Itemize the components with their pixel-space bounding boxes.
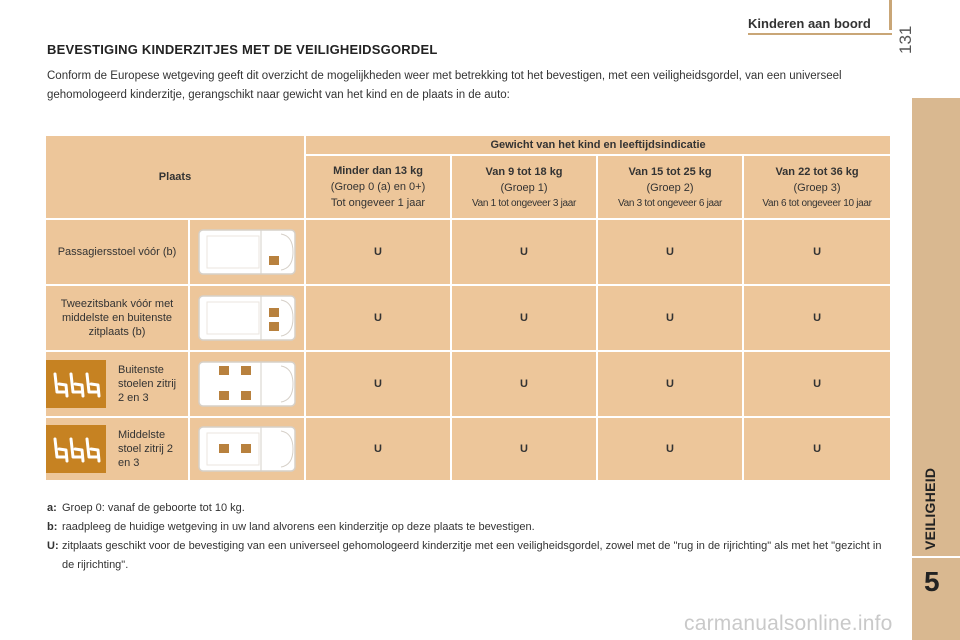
footnote-text: Groep 0: vanaf de geboorte tot 10 kg. [62, 502, 245, 514]
footnote-text: raadpleeg de huidige wetgeving in uw land alvorens een kinderzitje op deze plaats te bevestigen. [62, 521, 535, 533]
weight-title: Van 22 tot 36 kg [775, 165, 859, 178]
footnote-text: zitplaats geschikt voor de bevestiging van een universeel gehomologeerd kinderzitje met een veiligheidsgordel, zowel met de "rug in de rijrichting" als met het "gezicht in de rijrichting". [62, 540, 882, 571]
table-cell: U [451, 351, 597, 417]
seat-position-text: Tweezitsbank vóór met middelste en buitenste zitplaats (b) [60, 298, 174, 338]
footnote [47, 518, 887, 537]
table-cell: U [743, 219, 891, 285]
vehicle-diagram-cell [189, 351, 305, 417]
watermark: carmanualsonline.info [684, 612, 893, 635]
col-header-weight-group: Gewicht van het kind en leeftijdsindicatie [305, 135, 891, 155]
weight-header [743, 155, 891, 219]
table-cell: U [451, 417, 597, 481]
seat-position-label [45, 285, 189, 351]
table-row [45, 417, 891, 481]
table-row [45, 351, 891, 417]
table-cell: U [451, 285, 597, 351]
sidebar-separator [912, 556, 960, 558]
vehicle-diagram [195, 358, 299, 410]
footnote-key: U: [47, 540, 59, 552]
weight-header [451, 155, 597, 219]
intro-paragraph: Conform de Europese wetgeving geeft dit overzicht de mogelijkheden weer met betrekking tot het bevestigen, met een veiligheidsgordel, van een universeel gehomologeerd kinderzitje, gerangschikt naar gewicht van het kind en de plaats in de auto: [47, 70, 842, 101]
header-rule-vertical [889, 0, 892, 30]
page-number [896, 25, 926, 84]
section-title: Kinderen aan boord [748, 16, 871, 31]
table-cell: U [743, 351, 891, 417]
footnote [47, 499, 887, 518]
table-cell: U [743, 285, 891, 351]
chapter-label: VEILIGHEID [922, 467, 938, 550]
header-rule-horizontal [748, 33, 892, 35]
weight-header [597, 155, 743, 219]
rear-seats-icon [46, 360, 106, 408]
seat-position-label [45, 417, 189, 481]
seat-position-label [45, 219, 189, 285]
vehicle-diagram-cell [189, 219, 305, 285]
weight-age: Tot ongeveer 1 jaar [330, 197, 426, 209]
weight-group: (Groep 3) [793, 181, 841, 194]
weight-age: Van 6 tot ongeveer 10 jaar [762, 197, 872, 209]
weight-group: (Groep 2) [646, 181, 694, 194]
vehicle-diagram-cell [189, 285, 305, 351]
table-cell: U [305, 285, 451, 351]
table-cell: U [305, 417, 451, 481]
seat-position-label [45, 351, 189, 417]
weight-title: Minder dan 13 kg [333, 165, 423, 177]
table-cell: U [743, 417, 891, 481]
weight-header [305, 155, 451, 219]
footnote-key: b: [47, 521, 58, 533]
child-seat-table [44, 134, 892, 482]
seat-position-text: Buitenste stoelen zitrij 2 en 3 [118, 364, 177, 404]
vehicle-diagram [195, 423, 299, 475]
table-row [45, 219, 891, 285]
table-cell: U [305, 219, 451, 285]
footnotes [47, 499, 887, 575]
rear-seats-icon [46, 425, 106, 473]
col-header-plaats: Plaats [45, 135, 305, 219]
page-title: BEVESTIGING KINDERZITJES MET DE VEILIGHEIDSGORDEL [47, 42, 438, 57]
chapter-number: 5 [924, 566, 940, 597]
vehicle-diagram [195, 226, 299, 278]
table-cell: U [597, 351, 743, 417]
table-cell: U [597, 285, 743, 351]
weight-group: (Groep 1) [500, 181, 548, 194]
weight-title: Van 15 tot 25 kg [628, 165, 712, 178]
seat-position-text: Passagiersstoel vóór (b) [57, 246, 177, 258]
table-cell: U [451, 219, 597, 285]
footnote-key: a: [47, 502, 57, 514]
vehicle-diagram-cell [189, 417, 305, 481]
page-number-text: 131 [896, 25, 915, 54]
table-cell: U [305, 351, 451, 417]
chapter-sidebar [912, 98, 960, 640]
table-cell: U [597, 219, 743, 285]
weight-title: Van 9 tot 18 kg [485, 165, 563, 178]
footnote [47, 537, 887, 575]
weight-age: Van 1 tot ongeveer 3 jaar [471, 197, 577, 209]
table-cell: U [597, 417, 743, 481]
weight-group: (Groep 0 (a) en 0+) [330, 181, 426, 193]
seat-position-text: Middelste stoel zitrij 2 en 3 [118, 429, 174, 469]
vehicle-diagram [195, 292, 299, 344]
table-row [45, 285, 891, 351]
weight-age: Van 3 tot ongeveer 6 jaar [617, 197, 723, 209]
